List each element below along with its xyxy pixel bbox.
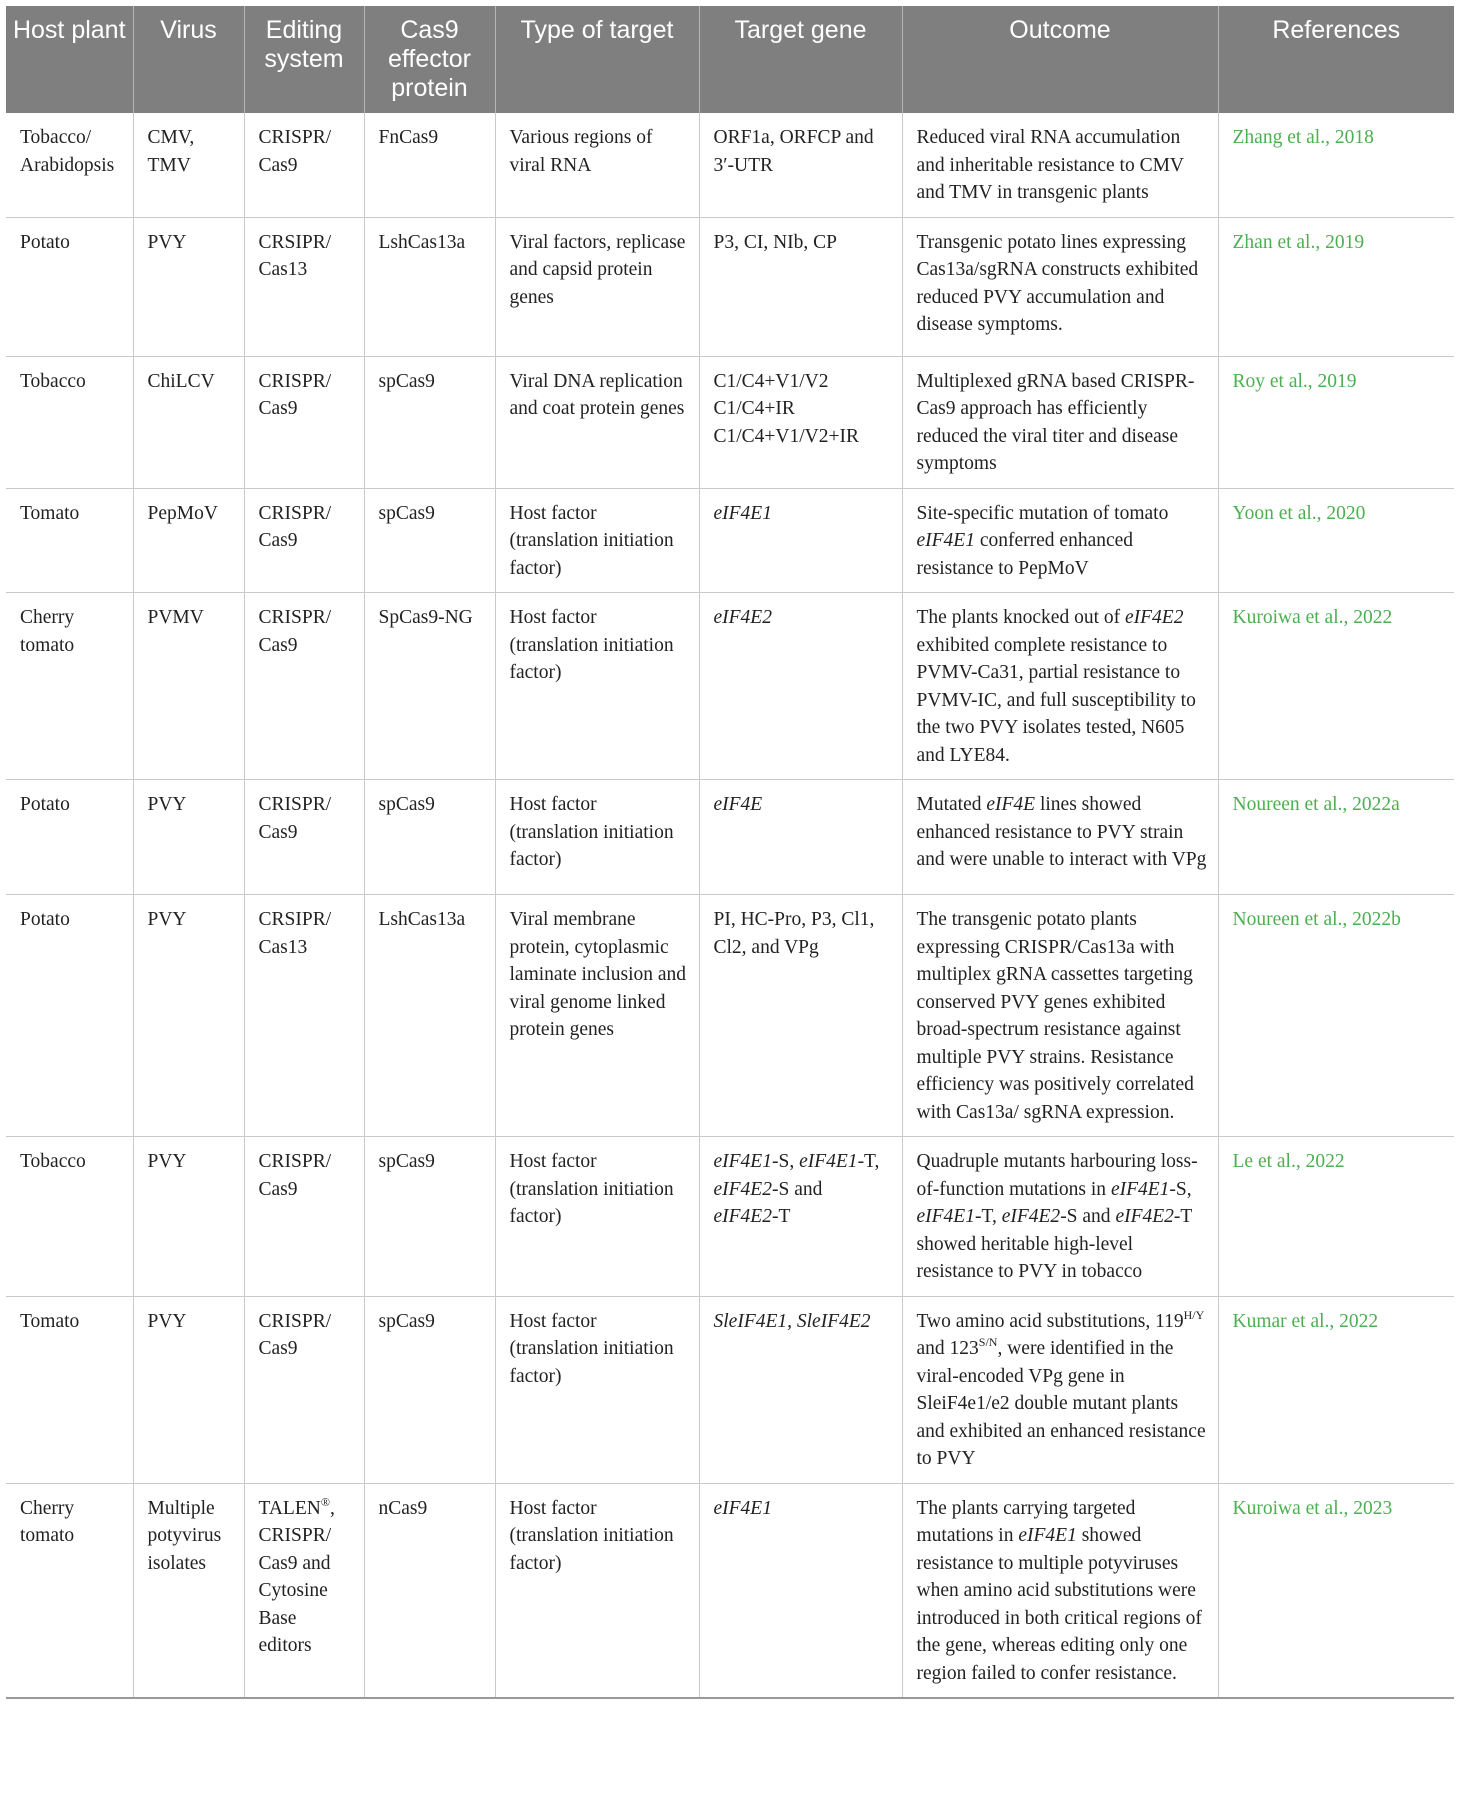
cell-system: CRISPR/ Cas9: [244, 1137, 364, 1297]
table-row: [6, 356, 1454, 488]
cell-reference: [1218, 1296, 1454, 1483]
cell-effector: SpCas9-NG: [364, 593, 495, 780]
cell-reference: [1218, 217, 1454, 356]
cell-outcome: Reduced viral RNA accumulation and inheritable resistance to CMV and TMV in transgenic plants: [902, 113, 1218, 217]
outcome-text: , were identified in the viral-encoded VPg gene in SleiF4e1/e2 double mutant plants and exhibited an enhanced resistance to PVY: [916, 1338, 1206, 1469]
gene-name: eIF4E2: [713, 607, 772, 628]
gene-suffix: -T: [771, 1206, 791, 1227]
gene-name: eIF4E1: [713, 1497, 772, 1519]
header-host-plant: Host plant: [6, 6, 133, 113]
cell-gene: [699, 1137, 902, 1297]
cell-gene: C1/C4+V1/V2 C1/C4+IR C1/C4+V1/V2+IR: [699, 356, 902, 488]
gene-name: eIF4E1: [916, 1206, 975, 1227]
reference-link[interactable]: Zhang et al., 2018: [1232, 127, 1374, 148]
cell-outcome: [902, 1483, 1218, 1698]
outcome-text: showed resistance to multiple potyviruses when amino acid substitutions were introduced in both critical regions of the gene, whereas editing only one region failed to confer resistance.: [916, 1525, 1202, 1684]
gene-name: eIF4E2: [713, 1206, 772, 1227]
cell-type: Host factor (translation initiation factor): [495, 780, 699, 895]
cell-virus: PVY: [133, 1137, 244, 1297]
cell-effector: FnCas9: [364, 113, 495, 217]
table-row: [6, 113, 1454, 217]
cell-system: CRSIPR/ Cas13: [244, 895, 364, 1137]
cell-host: Potato: [6, 217, 133, 356]
outcome-text: -T showed heritable high-level resistance to PVY in tobacco: [916, 1206, 1192, 1282]
header-references: References: [1218, 6, 1454, 113]
cell-host: Tobacco: [6, 356, 133, 488]
cell-gene: [699, 488, 902, 593]
substitution-superscript: S/N: [978, 1335, 998, 1349]
reference-link[interactable]: Noureen et al., 2022b: [1232, 909, 1401, 930]
cell-effector: LshCas13a: [364, 217, 495, 356]
cell-effector: LshCas13a: [364, 895, 495, 1137]
cell-outcome: [902, 593, 1218, 780]
outcome-text: lines showed enhanced resistance to PVY strain and were unable to interact with VPg: [916, 794, 1207, 870]
table-row: [6, 895, 1454, 1137]
cell-virus: Multiple potyvirus isolates: [133, 1483, 244, 1698]
cell-host: Tomato: [6, 1296, 133, 1483]
gene-name: eIF4E: [986, 794, 1036, 815]
cell-effector: spCas9: [364, 780, 495, 895]
table-row: [6, 1296, 1454, 1483]
cell-type: Viral DNA replication and coat protein genes: [495, 356, 699, 488]
cell-system: CRISPR/ Cas9: [244, 593, 364, 780]
cell-effector: spCas9: [364, 356, 495, 488]
cell-effector: nCas9: [364, 1483, 495, 1698]
cell-system: CRISPR/ Cas9: [244, 1296, 364, 1483]
cell-system: CRISPR/ Cas9: [244, 488, 364, 593]
substitution-superscript: H/Y: [1183, 1307, 1205, 1322]
cell-reference: [1218, 1137, 1454, 1297]
outcome-text: The plants carrying targeted mutations in: [916, 1497, 1136, 1546]
outcome-text: Quadruple mutants harbouring loss-of-function mutations in: [916, 1151, 1198, 1200]
cell-virus: PepMoV: [133, 488, 244, 593]
outcome-text: and 123: [916, 1338, 979, 1359]
table-row: [6, 488, 1454, 593]
gene-name: eIF4E2: [1115, 1206, 1174, 1227]
cell-system: CRISPR/ Cas9: [244, 780, 364, 895]
cell-host: Tobacco/ Arabidopsis: [6, 113, 133, 217]
outcome-text: Two amino acid substitutions, 119: [916, 1310, 1184, 1332]
header-effector-protein: Cas9 effector protein: [364, 6, 495, 113]
cell-outcome: [902, 780, 1218, 895]
cell-gene: ORF1a, ORFCP and 3′-UTR: [699, 113, 902, 217]
cell-system: CRISPR/ Cas9: [244, 113, 364, 217]
header-target-gene: Target gene: [699, 6, 902, 113]
cell-outcome: [902, 1296, 1218, 1483]
cell-gene: [699, 1296, 902, 1483]
gene-name: eIF4E1: [1018, 1525, 1077, 1546]
cell-virus: PVY: [133, 780, 244, 895]
gene-name: eIF4E2: [1001, 1206, 1061, 1227]
cell-system: [244, 1483, 364, 1698]
cell-reference: [1218, 1483, 1454, 1698]
reference-link[interactable]: Noureen et al., 2022a: [1232, 794, 1400, 815]
reference-link[interactable]: Yoon et al., 2020: [1232, 502, 1366, 524]
cell-virus: PVY: [133, 217, 244, 356]
gene-name: SleIF4E1, SleIF4E2: [713, 1310, 871, 1332]
reference-link[interactable]: Kumar et al., 2022: [1232, 1310, 1379, 1332]
gene-suffix: -S,: [771, 1151, 800, 1172]
header-type-of-target: Type of target: [495, 6, 699, 113]
cell-type: Host factor (translation initiation factor): [495, 1483, 699, 1698]
cell-outcome: [902, 488, 1218, 593]
cell-gene: PI, HC-Pro, P3, Cl1, Cl2, and VPg: [699, 895, 902, 1137]
cell-type: Various regions of viral RNA: [495, 113, 699, 217]
table-row: [6, 780, 1454, 895]
cell-virus: PVY: [133, 1296, 244, 1483]
gene-name: eIF4E2: [713, 1178, 772, 1200]
cell-outcome: Multiplexed gRNA based CRISPR-Cas9 approach has efficiently reduced the viral titer and disease symptoms: [902, 356, 1218, 488]
cell-reference: [1218, 895, 1454, 1137]
cell-host: Potato: [6, 895, 133, 1137]
cell-gene: [699, 1483, 902, 1698]
outcome-text: Site-specific mutation of tomato: [916, 502, 1169, 524]
table-row: [6, 217, 1454, 356]
outcome-text: The plants knocked out of: [916, 607, 1125, 628]
cell-outcome: [902, 1137, 1218, 1297]
outcome-text: -S and: [1060, 1206, 1116, 1227]
cell-host: Cherry tomato: [6, 593, 133, 780]
reference-link[interactable]: Le et al., 2022: [1232, 1151, 1345, 1172]
cell-virus: PVMV: [133, 593, 244, 780]
cell-outcome: Transgenic potato lines expressing Cas13a/sgRNA constructs exhibited reduced PVY accumulation and disease symptoms.: [902, 217, 1218, 356]
cell-virus: ChiLCV: [133, 356, 244, 488]
gene-name: eIF4E1: [1110, 1178, 1170, 1200]
cell-outcome: The transgenic potato plants expressing CRISPR/Cas13a with multiplex gRNA cassettes targeting conserved PVY genes exhibited broad-spectrum resistance against multiple PVY strains. Resistance efficiency was positively correlated with Cas13a/ sgRNA expression.: [902, 895, 1218, 1137]
reference-link[interactable]: Kuroiwa et al., 2022: [1232, 607, 1393, 628]
outcome-text: -S,: [1169, 1178, 1192, 1200]
table-row: [6, 593, 1454, 780]
outcome-text: Mutated: [916, 794, 987, 815]
cell-host: Potato: [6, 780, 133, 895]
reference-link[interactable]: Zhan et al., 2019: [1232, 231, 1365, 253]
cell-reference: [1218, 113, 1454, 217]
gene-name: eIF4E1: [916, 530, 975, 551]
cell-virus: PVY: [133, 895, 244, 1137]
cell-host: Tomato: [6, 488, 133, 593]
cell-type: Host factor (translation initiation factor): [495, 1137, 699, 1297]
cell-reference: [1218, 780, 1454, 895]
cell-reference: [1218, 488, 1454, 593]
outcome-text: conferred enhanced resistance to PepMoV: [916, 530, 1134, 579]
system-text: TALEN: [258, 1497, 321, 1519]
gene-name: eIF4E1: [799, 1151, 858, 1172]
registered-mark: ®: [320, 1494, 330, 1509]
cell-reference: [1218, 356, 1454, 488]
cell-effector: spCas9: [364, 1296, 495, 1483]
header-outcome: Outcome: [902, 6, 1218, 113]
cell-host: Cherry tomato: [6, 1483, 133, 1698]
cell-gene: [699, 780, 902, 895]
reference-link[interactable]: Roy et al., 2019: [1232, 370, 1357, 392]
cell-effector: spCas9: [364, 1137, 495, 1297]
header-virus: Virus: [133, 6, 244, 113]
table-row: [6, 1137, 1454, 1297]
system-text: , CRISPR/ Cas9 and Cytosine Base editors: [258, 1497, 335, 1656]
gene-name: eIF4E2: [1125, 607, 1184, 628]
gene-name: eIF4E: [713, 794, 763, 815]
header-editing-system: Editing system: [244, 6, 364, 113]
cell-type: Viral factors, replicase and capsid protein genes: [495, 217, 699, 356]
cell-reference: [1218, 593, 1454, 780]
cell-system: CRISPR/ Cas9: [244, 356, 364, 488]
reference-link[interactable]: Kuroiwa et al., 2023: [1232, 1497, 1393, 1519]
cell-system: CRSIPR/ Cas13: [244, 217, 364, 356]
cell-gene: P3, CI, NIb, CP: [699, 217, 902, 356]
cell-effector: spCas9: [364, 488, 495, 593]
gene-name: eIF4E1: [713, 1151, 772, 1172]
cell-host: Tobacco: [6, 1137, 133, 1297]
cell-type: Host factor (translation initiation factor): [495, 1296, 699, 1483]
outcome-text: exhibited complete resistance to PVMV-Ca31, partial resistance to PVMV-IC, and full susceptibility to the two PVY isolates tested, N605 and LYE84.: [916, 634, 1196, 766]
cell-gene: [699, 593, 902, 780]
cell-virus: CMV, TMV: [133, 113, 244, 217]
gene-suffix: -T,: [857, 1151, 880, 1172]
gene-name: eIF4E1: [713, 502, 772, 524]
table-row: [6, 1483, 1454, 1698]
cell-type: Host factor (translation initiation factor): [495, 488, 699, 593]
outcome-text: -T,: [974, 1206, 1002, 1227]
header-row: [6, 6, 1454, 113]
cell-type: Viral membrane protein, cytoplasmic laminate inclusion and viral genome linked protein genes: [495, 895, 699, 1137]
crispr-virus-resistance-table: [6, 6, 1454, 1699]
cell-type: Host factor (translation initiation factor): [495, 593, 699, 780]
gene-suffix: -S and: [771, 1178, 823, 1200]
